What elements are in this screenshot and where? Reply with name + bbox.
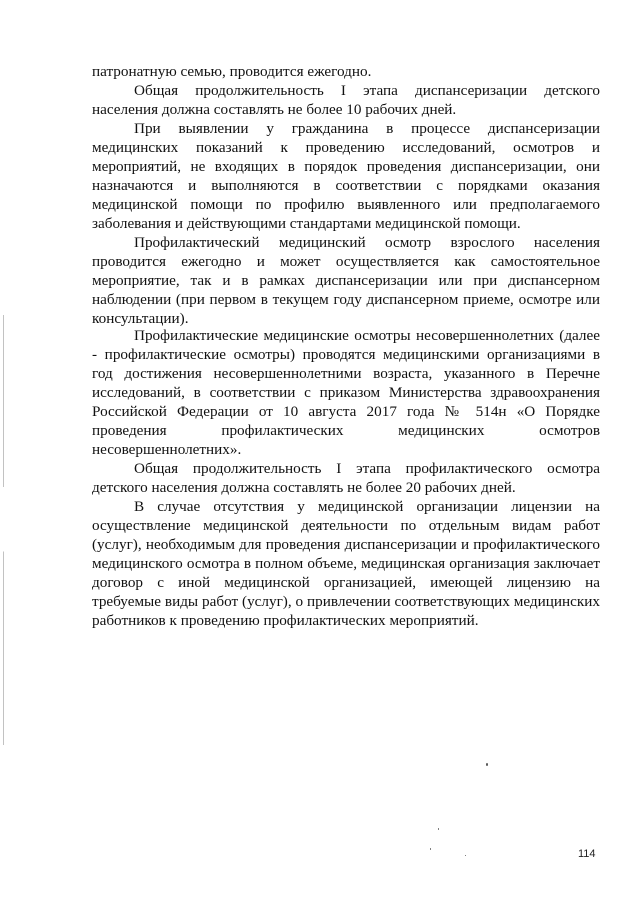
scan-speck	[486, 763, 488, 766]
paragraph-continuation: патронатную семью, проводится ежегодно.	[92, 63, 372, 80]
text-block-upper	[92, 62, 600, 328]
scan-speck	[438, 828, 439, 830]
paragraph-minors-duration: Общая продолжительность I этапа профилактического осмотра детского населения должна составлять не более 20 рабочих дней.	[92, 460, 600, 496]
scan-margin-line	[3, 315, 4, 745]
text-block-lower	[92, 326, 600, 630]
scan-speck	[430, 848, 431, 850]
paragraph-additional-examinations: При выявлении у гражданина в процессе диспансеризации медицинских показаний к проведению исследований, осмотров и мероприятий, не входящих в порядок проведения диспансеризации, они назначаются и выполняются в соответствии с порядками оказания медицинской помощи по профилю выявленного или предполагаемого заболевания и действующими стандартами медицинской помощи.	[92, 120, 600, 232]
paragraph-minors-checkups: Профилактические медицинские осмотры несовершеннолетних (далее - профилактические осмотры) проводятся медицинскими организациями в год достижения несовершеннолетними возраста, указанного в Перечне исследований, в соответствии с приказом Министерства здравоохранения Российской Федерации от 10 августа 2017 года № 514н «О Порядке проведения профилактических медицинских осмотров несовершеннолетних».	[92, 327, 600, 458]
scan-speck	[465, 855, 466, 856]
paragraph-dispensary-duration: Общая продолжительность I этапа диспансеризации детского населения должна составлять не более 10 рабочих дней.	[92, 82, 600, 118]
page-number: 114	[578, 848, 596, 860]
paragraph-adult-checkup: Профилактический медицинский осмотр взрослого населения проводится ежегодно и может осуществляется как самостоятельное мероприятие, так и в рамках диспансеризации или при диспансерном наблюдении (при первом в текущем году диспансерном приеме, осмотре или консультации).	[92, 234, 600, 327]
paragraph-license-absence: В случае отсутствия у медицинской организации лицензии на осуществление медицинской деятельности по отдельным видам работ (услуг), необходимым для проведения диспансеризации и профилактического медицинского осмотра в полном объеме, медицинская организация заключает договор с иной медицинской организацией, имеющей лицензию на требуемые виды работ (услуг), о привлечении соответствующих медицинских работников к проведению профилактических мероприятий.	[92, 498, 600, 629]
